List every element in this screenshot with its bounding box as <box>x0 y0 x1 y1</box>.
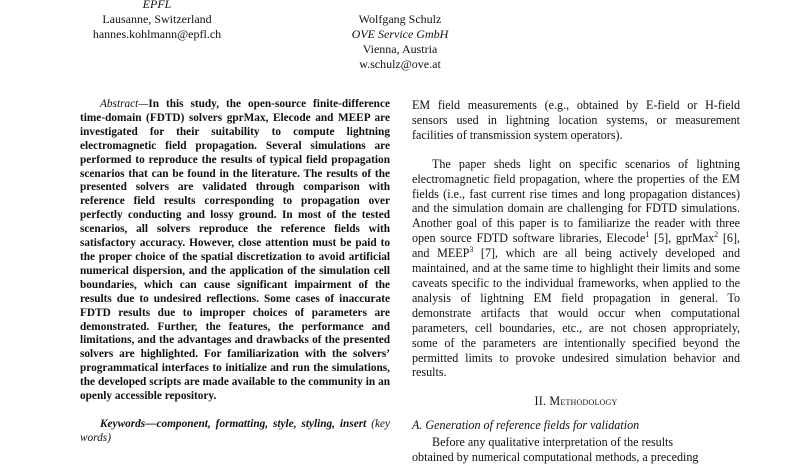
author-left-affiliation: EPFL <box>142 0 172 11</box>
keywords <box>80 418 390 446</box>
methodology-paragraph: Before any qualitative interpretation of the results <box>432 435 674 450</box>
para2-part-c: [6], and MEEP <box>412 231 740 261</box>
author-left-location: Lausanne, Switzerland <box>102 12 212 26</box>
footnote-marker-1: 1 <box>645 230 650 240</box>
methodology-paragraph-cut: obtained by numerical computational methods, a preceding <box>412 450 699 465</box>
abstract <box>80 98 390 404</box>
para2-part-d: [7], which are all being actively developed and maintained, and at the same time to highlight their limits and some caveats specific to the individual frameworks, when applied to the analysis of lightning EM field propagation in general. To demonstrate artifacts that would occur when computational parameters, cell boundaries, etc., are not chosen appropriately, some of the parameters are intentionally specified beyond the permitted limits to provoke undesired simulation behavior and results. <box>412 246 740 380</box>
abstract-text: In this study, the open-source finite-difference time-domain (FDTD) solvers gprMax, Elecode and MEEP are investigated for their suitability to compute lightning electromagnetic field propagation. Several simulations are performed to reproduce the results of typical field propagation scenarios that can be found in the literature. The results of the presented solvers are validated through comparison with reference field results corresponding to propagation over perfectly conducting and lossy ground. In most of the tested scenarios, all solvers reproduce the reference fields with satisfactory accuracy. However, close attention must be paid to the proper choice of the spatial discretization to avoid artificial numerical dispersion, and the application of the simulation cell boundaries, which can cause significant impairment of the results due to undesired reflections. Some cases of inaccurate FDTD results due to improper choices of parameters are demonstrated. Further, the features, the performance and limitations, and the advantages and drawbacks of the presented solvers are highlighted. For familiarization with the solvers’ programmatical interfaces to initialize and run the simulations, the developed scripts are made available to the community in an openly accessible repository. <box>80 98 390 403</box>
right-column <box>412 98 740 465</box>
author-left <box>62 0 252 42</box>
intro-paragraph-1: EM field measurements (e.g., obtained by E-field or H-field sensors used in lightning location systems, or measurement facilities of transmission system operators). <box>412 98 740 142</box>
author-right-location: Vienna, Austria <box>362 42 438 56</box>
author-right <box>300 12 500 72</box>
keywords-label: Keywords—component, formatting, style, styling, insert <box>100 417 367 430</box>
section-heading-methodology: II. Methodology <box>534 394 618 409</box>
author-right-affiliation: OVE Service GmbH <box>351 27 449 41</box>
subsection-heading-reference-fields: A. Generation of reference fields for validation <box>412 418 640 433</box>
keywords-tail: (key words) <box>80 417 390 444</box>
author-right-email: w.schulz@ove.at <box>359 57 441 71</box>
para2-part-a: The paper sheds light on specific scenarios of lightning electromagnetic field propagation, where the properties of the EM fields (i.e., fast current rise times and long propagation distances) and the simulation domain are challenging for FDTD simulations. Another goal of this paper is to familiarize the reader with three open source FDTD software libraries, Elecode <box>412 156 740 246</box>
para2-part-b: [5], gprMax <box>649 231 715 246</box>
left-column <box>80 98 390 446</box>
abstract-label: Abstract <box>100 98 139 110</box>
abstract-dash: — <box>138 98 149 110</box>
author-right-name: Wolfgang Schulz <box>358 12 442 26</box>
footnote-marker-2: 2 <box>714 230 719 240</box>
footnote-marker-3: 3 <box>469 245 474 255</box>
intro-paragraph-2 <box>412 157 740 381</box>
author-left-email: hannes.kohlmann@epfl.ch <box>92 27 222 41</box>
